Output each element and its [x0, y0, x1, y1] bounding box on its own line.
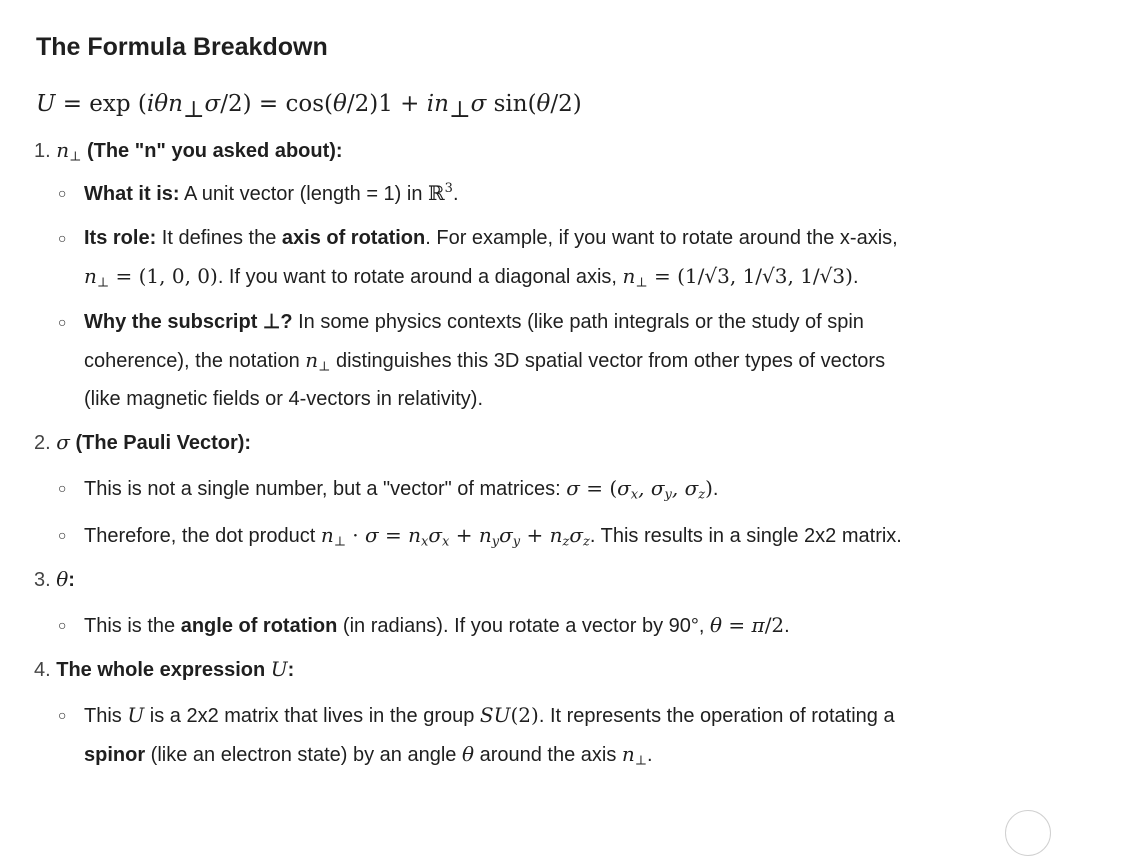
sub-item: ○ Its role: It defines the axis of rotation. For example, if you want to rotate around the x-axis, $n_\perp = (1$, 0, 0). If you want to rotate around a diagonal axis, $n_\perp = (1/√3$, 1/√3, 1/√3). — [36, 219, 1126, 296]
bullet-icon: ○ — [58, 617, 67, 633]
sub-item: ○ What it is: A unit vector (length = 1) in ℝ$^3$. — [36, 173, 1126, 214]
sub-item: ○ This U is a 2x2 matrix that lives in the group SU(2). It represents the operation of rotating a spinor (like an electron state) by an angle θ around the axis $n_\perp$. — [36, 696, 1126, 774]
bullet-icon: ○ — [58, 707, 67, 723]
list-item — [36, 428, 1126, 555]
item-heading: 1. $n_\perp$ (The "n" you asked about): — [34, 138, 343, 165]
item-heading: 4. The whole expression U: — [34, 657, 295, 681]
breakdown-list — [36, 136, 1126, 774]
document-content — [36, 30, 1126, 774]
sub-item: ○ Why the subscript ⊥? In some physics contexts (like path integrals or the study of spin coherence), the notation $n_\perp$ distinguishes this 3D spatial vector from other types of vectors (like magnetic fields or 4-vectors in relativity). — [36, 303, 1126, 418]
item-heading: 3. θ: — [34, 567, 75, 591]
bullet-icon: ○ — [58, 527, 67, 543]
math-u: U — [270, 657, 288, 681]
bullet-icon: ○ — [58, 314, 67, 330]
scroll-to-bottom-button[interactable] — [1005, 810, 1051, 856]
sub-item: ○ This is not a single number, but a "vector" of matrices: $\sigma = (\sigma_x$, $\sigma_y$, $\sigma_z$). — [36, 469, 1126, 508]
sub-item: ○ This is the angle of rotation (in radians). If you rotate a vector by 90°, θ = π/2. — [36, 606, 1126, 645]
math-n-perp: $n_\perp$ — [56, 138, 82, 165]
item-heading: 2. σ (The Pauli Vector): — [34, 430, 252, 454]
bullet-icon: ○ — [58, 230, 67, 246]
list-item — [36, 565, 1126, 645]
math-sigma: σ — [56, 430, 70, 454]
section-title: The Formula Breakdown — [36, 33, 328, 61]
main-formula: $U = \exp (i\theta n_\perp\sigma/2) = \cos(\theta/2)1 + in_\perp\sigma$ sin(θ/2) — [36, 91, 582, 123]
list-item — [36, 655, 1126, 774]
math-theta: θ — [56, 567, 69, 591]
bullet-icon: ○ — [58, 185, 67, 201]
bullet-icon: ○ — [58, 480, 67, 496]
list-item — [36, 136, 1126, 418]
sub-item: ○ Therefore, the dot product $n_\perp \cdot \sigma = n_x\sigma_x + n_y\sigma_y + n_z\sigma_z$. This results in a single 2x2 matrix. — [36, 516, 1126, 555]
